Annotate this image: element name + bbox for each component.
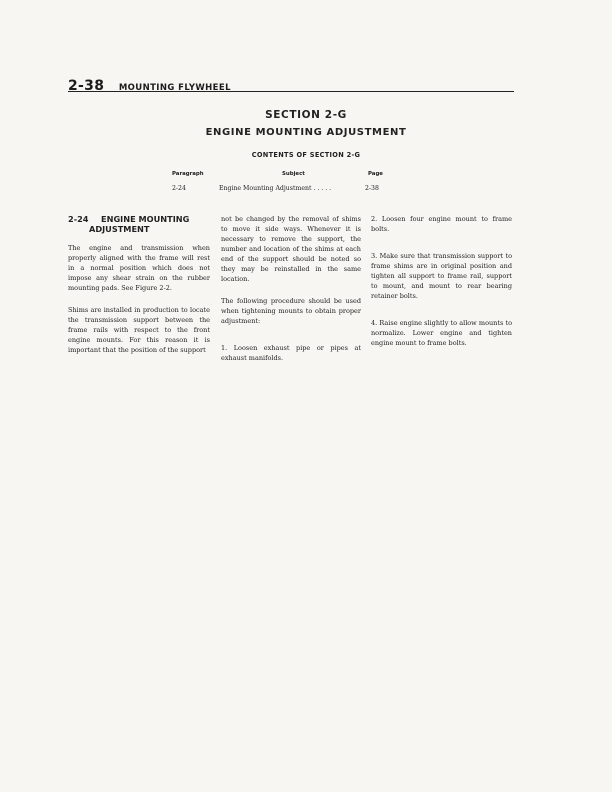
paragraph-heading-number: 2-24 <box>68 214 89 224</box>
table-of-contents <box>150 171 410 197</box>
toc-header-paragraph: Paragraph <box>172 171 204 177</box>
body-paragraph: not be changed by the removal of shims to move it side ways. Whenever it is necessary to remove the support, the number and location of the shims at each end of the support should be noted so they may be reinstalled in the same location. <box>221 215 361 283</box>
toc-header-page: Page <box>368 171 383 177</box>
toc-header-subject: Subject <box>282 171 305 177</box>
contents-title: CONTENTS OF SECTION 2-G <box>251 151 361 159</box>
page-number: 2-38 <box>68 78 105 94</box>
running-title: MOUNTING FLYWHEEL <box>118 83 231 93</box>
procedure-step: 3. Make sure that transmission support to frame shims are in original position and tighten all support to frame rail, support to mount, and mount to rear bearing retainer bolts. <box>371 252 512 300</box>
header-rule <box>68 91 514 92</box>
section-subtitle: ENGINE MOUNTING ADJUSTMENT <box>205 127 407 138</box>
text-column-2 <box>221 214 361 363</box>
toc-header <box>150 171 410 185</box>
body-paragraph: Shims are installed in production to locate the transmission support between the frame rails with respect to the front engine mounts. For this reason it is important that the position of the support <box>68 306 210 354</box>
toc-row <box>150 185 410 197</box>
section-title: SECTION 2-G <box>265 109 347 121</box>
procedure-step: 2. Loosen four engine mount to frame bolts. <box>371 215 512 233</box>
paragraph-heading <box>68 214 210 234</box>
paragraph-heading-line2: ADJUSTMENT <box>89 224 150 234</box>
toc-subject: Engine Mounting Adjustment . . . . . <box>219 185 332 192</box>
toc-page: 2-38 <box>365 185 379 192</box>
body-paragraph: The following procedure should be used when tightening mounts to obtain proper adjustment: <box>221 297 361 325</box>
text-column-3 <box>371 214 512 348</box>
text-column-1 <box>68 214 210 355</box>
body-paragraph: The engine and transmission when properly aligned with the frame will rest in a normal position which does not impose any shear strain on the rubber mounting pads. See Figure 2-2. <box>68 244 210 292</box>
toc-paragraph: 2-24 <box>172 185 186 192</box>
procedure-step: 4. Raise engine slightly to allow mounts to normalize. Lower engine and tighten engine mount to frame bolts. <box>371 319 512 347</box>
paragraph-heading-line1: ENGINE MOUNTING <box>101 214 190 224</box>
procedure-step: 1. Loosen exhaust pipe or pipes at exhaust manifolds. <box>221 344 361 362</box>
